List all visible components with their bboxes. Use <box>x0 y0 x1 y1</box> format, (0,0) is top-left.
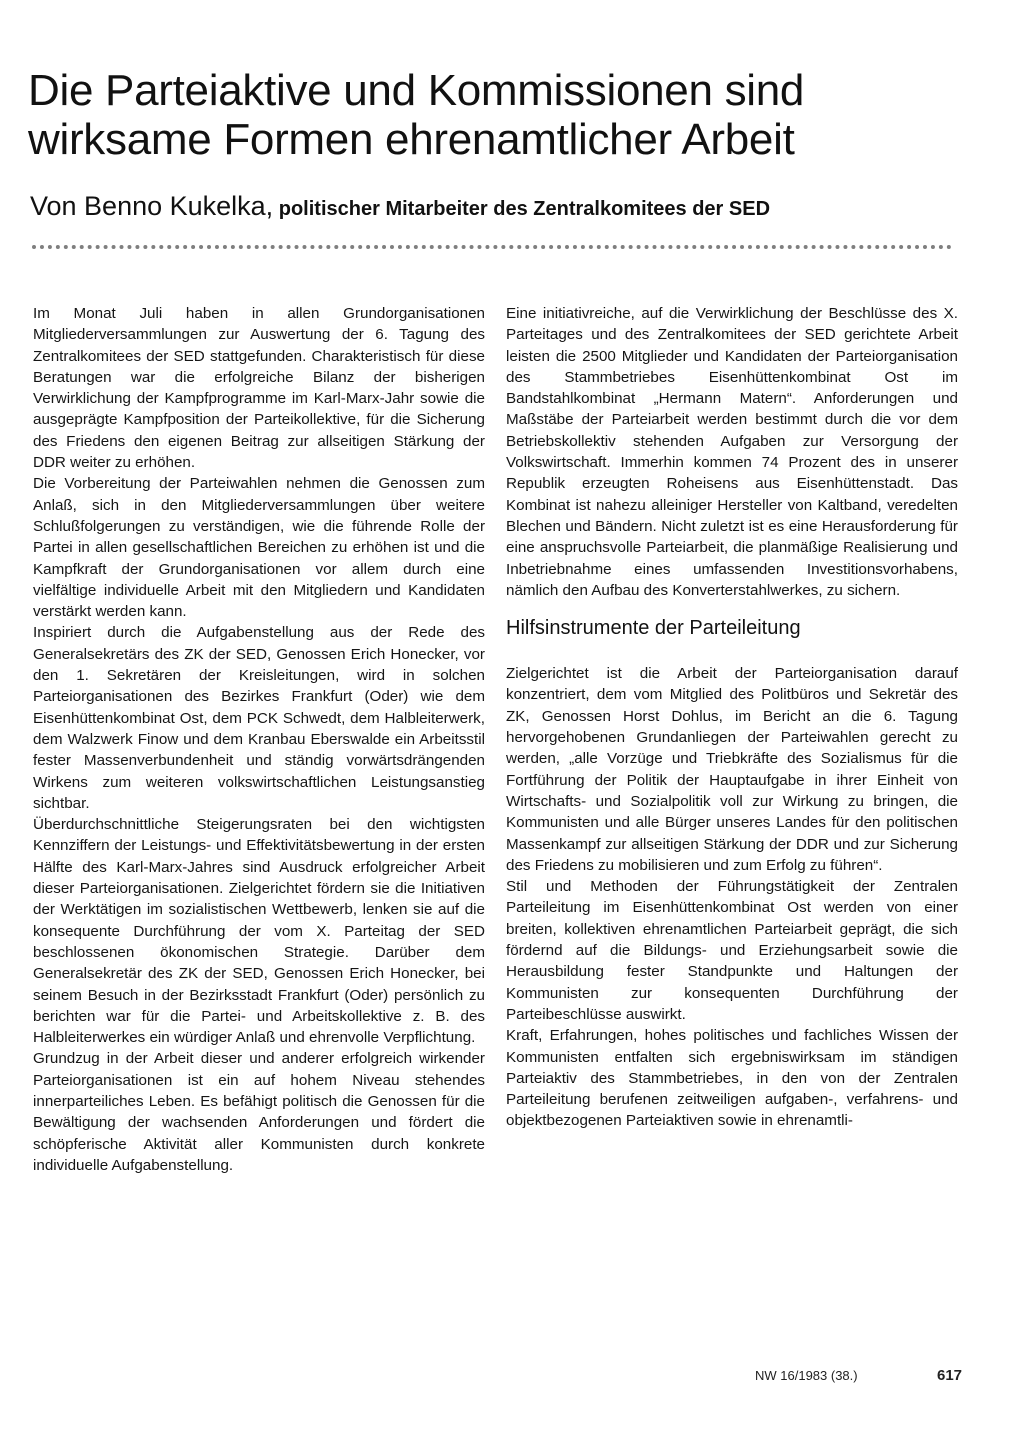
article-title-line-2: wirksame Formen ehrenamtlicher Arbeit <box>28 115 795 164</box>
left-paragraph-1: Im Monat Juli haben in allen Grundorganisationen Mitgliederversammlungen zur Auswertung der 6. Tagung des Zentralkomitees der SED stattgefunden. Charakteristisch für diese Beratungen war die erfolgreiche Bilanz der bisherigen Verwirklichung der Kampfprogramme im Karl-Marx-Jahr sowie die ausgeprägte Kampfposition der Parteikollektive, für die Sicherung des Friedens den eigenen Beitrag zur allseitigen Stärkung der DDR weiter zu erhöhen. <box>33 305 485 472</box>
left-column <box>33 303 485 1176</box>
title-divider-rule <box>32 245 952 249</box>
article-title-line-1: Die Parteiaktive und Kommissionen sind <box>28 66 805 115</box>
byline-author: Von Benno Kukelka, <box>30 191 274 221</box>
byline-role: politischer Mitarbeiter des Zentralkomitees der SED <box>278 198 771 220</box>
right-paragraph-3: Kraft, Erfahrungen, hohes politisches und fachliches Wissen der Kommunisten entfalten sich ergebniswirksam im ständigen Parteiaktiv des Stammbetriebes, in den von der Zentralen Parteileitung berufenen zeitweiligen aufgaben-, verfahrens- und objektbezogenen Parteiaktiven sowie in ehrenamtli- <box>506 1027 958 1130</box>
left-paragraph-5: Grundzug in der Arbeit dieser und anderer erfolgreich wirkender Parteiorganisationen ist ein auf hohem Niveau stehendes innerparteiliches Leben. Es befähigt politisch die Genossen für die Bewältigung der wachsenden Anforderungen und fördert die schöpferische Aktivität aller Kommunisten durch konkrete individuelle Aufgabenstellung. <box>33 1050 485 1174</box>
left-paragraph-3: Inspiriert durch die Aufgabenstellung aus der Rede des Generalsekretärs des ZK der SED, Genossen Erich Honecker, vor den 1. Sekretären der Kreisleitungen, wird in solchen Parteiorganisationen des Bezirkes Frankfurt (Oder) wie dem Eisenhüttenkombinat Ost, dem PCK Schwedt, dem Halbleiterwerk, dem Walzwerk Finow und dem Kranbau Eberswalde ein Arbeitsstil fester Massenverbundenheit und ständig vorwärtsdrängenden Wirkens zum weiteren volkswirtschaftlichen Leistungsanstieg sichtbar. <box>33 624 485 812</box>
left-paragraph-4: Überdurchschnittliche Steigerungsraten bei den wichtigsten Kennziffern der Leistungs- und Effektivitätsbewertung in der ersten Hälfte des Karl-Marx-Jahres sind Ausdruck erfolgreicher Arbeit dieser Parteiorganisationen. Zielgerichtet fördern sie die Initiativen der Werktätigen im sozialistischen Wettbewerb, lenken sie auf die konsequente Durchführung der vom X. Parteitag der SED beschlossenen ökonomischen Strategie. Darüber dem Generalsekretär des ZK der SED, Genossen Erich Honecker, bei seinem Besuch in der Bezirksstadt Frankfurt (Oder) persönlich zu berichten war für die Partei- und Arbeitskollektive z. B. des Halbleiterwerkes ein würdiger Anlaß und ehrenvolle Verpflichtung. <box>33 816 485 1047</box>
issue-reference: NW 16/1983 (38.) <box>755 1368 858 1383</box>
right-paragraph-1: Zielgerichtet ist die Arbeit der Parteiorganisation darauf konzentriert, dem vom Mitglied des Politbüros und Sekretär des ZK, Genossen Horst Dohlus, im Bericht an die 6. Tagung hervorgehobenen Grundanliegen der Parteiwahlen gerecht zu werden, „alle Vorzüge und Triebkräfte des Sozialismus für die Fortführung der Politik der Hauptaufgabe in ihrer Einheit von Wirtschafts- und Sozialpolitik voll zur Wirkung zu bringen, die Kommunisten und alle Bürger unseres Landes für den politischen Massenkampf zur allseitigen Stärkung der DDR und zur Sicherung des Friedens zu mobilisieren und zum Erfolg zu führen“. <box>506 665 958 874</box>
left-paragraph-2: Die Vorbereitung der Parteiwahlen nehmen die Genossen zum Anlaß, sich in den Mitgliederversammlungen über weitere Schlußfolgerungen zu verständigen, wie die führende Rolle der Partei in allen gesellschaftlichen Bereichen zu erhöhen ist und die Kampfkraft der Grundorganisationen vor allem durch eine vielfältige individuelle Arbeit mit den Mitgliedern und Kandidaten verstärkt werden kann. <box>33 475 485 621</box>
article-title <box>28 66 988 164</box>
article-byline <box>30 190 990 225</box>
right-paragraph-intro: Eine initiativreiche, auf die Verwirklichung der Beschlüsse des X. Parteitages und des Zentralkomitees der SED gerichtete Arbeit leisten die 2500 Mitglieder und Kandidaten der Parteiorganisation des Stammbetriebes Eisenhüttenkombinat Ost im Bandstahlkombinat „Hermann Matern“. Anforderungen und Maßstäbe der Parteiarbeit werden bestimmt durch die vor dem Betriebskollektiv stehenden Aufgaben zur Versorgung der Volkswirtschaft. Immerhin kommen 74 Prozent des in unserer Republik erzeugten Roheisens aus Eisenhüttenstadt. Das Kombinat ist nahezu alleiniger Hersteller von Kaltband, veredelten Blechen und Bändern. Nicht zuletzt ist es eine Herausforderung für eine anspruchsvolle Parteiarbeit, die planmäßige Realisierung und Inbetriebnahme eines umfassenden Investitionsvorhabens, nämlich den Aufbau des Konverterstahlwerkes, zu sichern. <box>506 305 958 599</box>
page-number: 617 <box>937 1367 963 1384</box>
section-subheading: Hilfsinstrumente der Parteileitung <box>506 617 801 640</box>
right-column <box>506 303 958 1132</box>
right-paragraph-2: Stil und Methoden der Führungstätigkeit der Zentralen Parteileitung im Eisenhüttenkombinat Ost werden von einer breiten, kollektiven ehrenamtlichen Parteiarbeit geprägt, die sich fördernd auf die Bildungs- und Erziehungsarbeit sowie die Herausbildung fester Standpunkte und Haltungen der Kommunisten zur konsequenten Durchführung der Parteibeschlüsse auswirkt. <box>506 878 958 1023</box>
